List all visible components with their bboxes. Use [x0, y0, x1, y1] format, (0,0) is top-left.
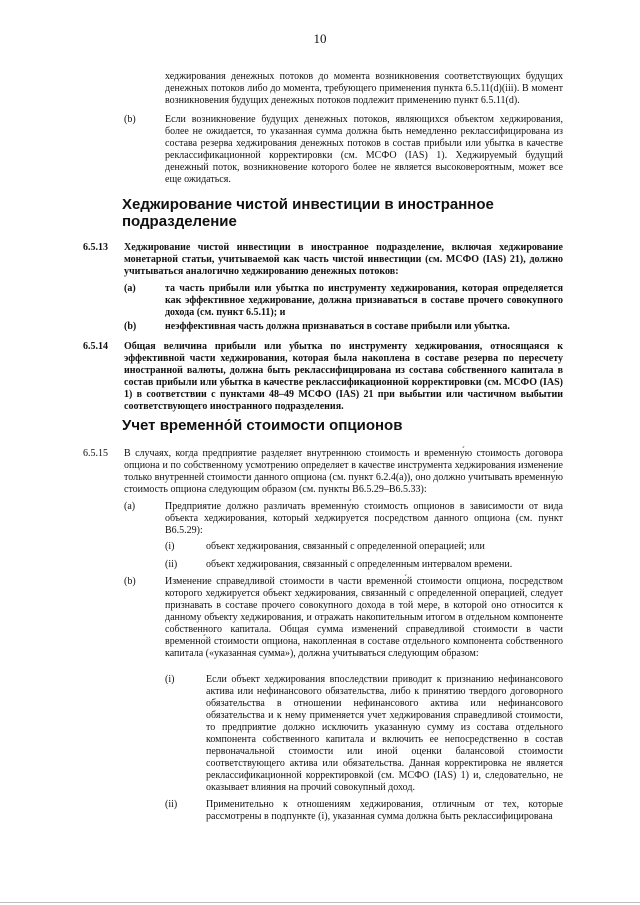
scan-bottom-edge	[0, 902, 640, 903]
para-6515-b-ii-text: Применительно к отношениям хеджирования, отличным от тех, которые рассмотрены в подпункте (i), указанная сумма должна быть реклассифицирована	[206, 799, 563, 822]
para-6513-number: 6.5.13	[83, 242, 108, 253]
item-b-label: (b)	[124, 114, 136, 125]
para-6513-b-text: неэффективная часть должна признаваться в составе прибыли или убытка.	[165, 321, 510, 332]
para-6515-a-ii-text: объект хеджирования, связанный с определенным интервалом времени.	[206, 559, 513, 570]
para-6513-a-text: та часть прибыли или убытка по инструменту хеджирования, которая определяется как эффективное хеджирование, должна признаваться в составе прочего совокупного дохода (см. пункт 6.5.11); и	[165, 283, 563, 318]
item-b-text: Если возникновение будущих денежных потоков, являющихся объектом хеджирования, более не ожидается, то указанная сумма должна быть немедленно реклассифицирована из состава резерва хеджирования денежных потоков в состав прибыли или убытка в качестве реклассификационной корректировки (см. МСФО (IAS) 1). Хеджируемый будущий денежный поток, возникновение которого более не является высоковероятным, может все еще ожидаться.	[165, 114, 563, 185]
para-6513-text: Хеджирование чистой инвестиции в иностранное подразделение, включая хеджирование монетарной статьи, учитываемой как часть чистой инвестиции (см. МСФО (IAS) 21), должно учитываться аналогично хеджированию денежных потоков:	[124, 242, 563, 277]
para-6515-a-ii-label: (ii)	[165, 559, 178, 570]
para-6515-b-i-label: (i)	[165, 674, 175, 685]
section-heading-net-investment: Хеджирование чистой инвестиции в иностранное подразделение	[122, 196, 494, 230]
para-6515-number: 6.5.15	[83, 448, 108, 459]
para-6513-a-label: (a)	[124, 283, 136, 294]
para-6514-text: Общая величина прибыли или убытка по инструменту хеджирования, относящаяся к эффективной части хеджирования, которая была накоплена в составе резерва по пересчету иностранной валюты, должна быть реклассифицирована из состава собственного капитала в состав прибыли или убытка в качестве реклассификационной корректировки (см. МСФО (IAS) 1) в соответствии с пунктами 48–49 МСФО (IAS) 21 при выбытии или частичном выбытии соответствующего иностранного подразделения.	[124, 341, 563, 412]
para-6513-b-label: (b)	[124, 321, 137, 332]
para-6515-a-i-label: (i)	[165, 541, 175, 552]
page-number: 10	[313, 31, 327, 46]
para-6515-a-text: Предприятие должно различать временну́ю стоимость опционов в зависимости от вида объекта хеджирования, который хеджируется посредством данного опциона (см. пункт B6.5.29):	[165, 501, 563, 536]
section-heading-time-value: Учет временно́й стоимости опционов	[122, 417, 403, 434]
para-6515-a-i-text: объект хеджирования, связанный с определенной операцией; или	[206, 541, 485, 552]
para-6515-b-ii-label: (ii)	[165, 799, 178, 810]
para-6514-number: 6.5.14	[83, 341, 108, 352]
para-6515-b-i-text: Если объект хеджирования впоследствии приводит к признанию нефинансового актива или нефинансового обязательства, либо к принятию твердого договорного обязательства в отношении нефинансового актива или нефинансового обязательства и к нему применяется учет хеджирования справедливой стоимости, то предприятие должно исключить указанную сумму из состава отдельного компонента собственного капитала и включить ее непосредственно в состав первоначальной стоимости или иной оценки балансовой стоимости соответствующего актива или обязательства. Данная корректировка не является реклассификационной корректировкой (см. МСФО (IAS) 1) и, следовательно, не оказывает влияния на прочий совокупный доход.	[206, 674, 563, 793]
para-6515-a-label: (a)	[124, 501, 136, 512]
para-6515-b-text: Изменение справедливой стоимости в части временно́й стоимости опциона, посредством которого хеджируется объект хеджирования, связанный с определенной операцией, следует признавать в составе прочего совокупного дохода в той мере, в которой оно относится к данному объекту хеджирования, и отражать накопительным итогом в отдельном компоненте собственного капитала. Общая сумма изменений справедливой стоимости в части временно́й стоимости опциона, накопленная в составе отдельного компонента собственного капитала («указанная сумма»), должна учитываться следующим образом:	[165, 576, 563, 659]
para-6515-text: В случаях, когда предприятие разделяет внутреннюю стоимость и временну́ю стоимость договора опциона и по собственному усмотрению определяет в качестве инструмента хеджирования изменение только внутренней стоимости данного опциона (см. пункт 6.2.4(a)), оно должно учитывать временну́ю стоимость опциона следующим образом (см. пункты B6.5.29–B6.5.33):	[124, 448, 563, 495]
para-6515-b-label: (b)	[124, 576, 136, 587]
continuation-paragraph: хеджирования денежных потоков до момента возникновения соответствующих будущих денежных потоков либо до момента, требующего применения пункта 6.5.11(d)(iii). В момент возникновения будущих денежных потоков подлежит применению пункт 6.5.11(d).	[165, 71, 563, 106]
